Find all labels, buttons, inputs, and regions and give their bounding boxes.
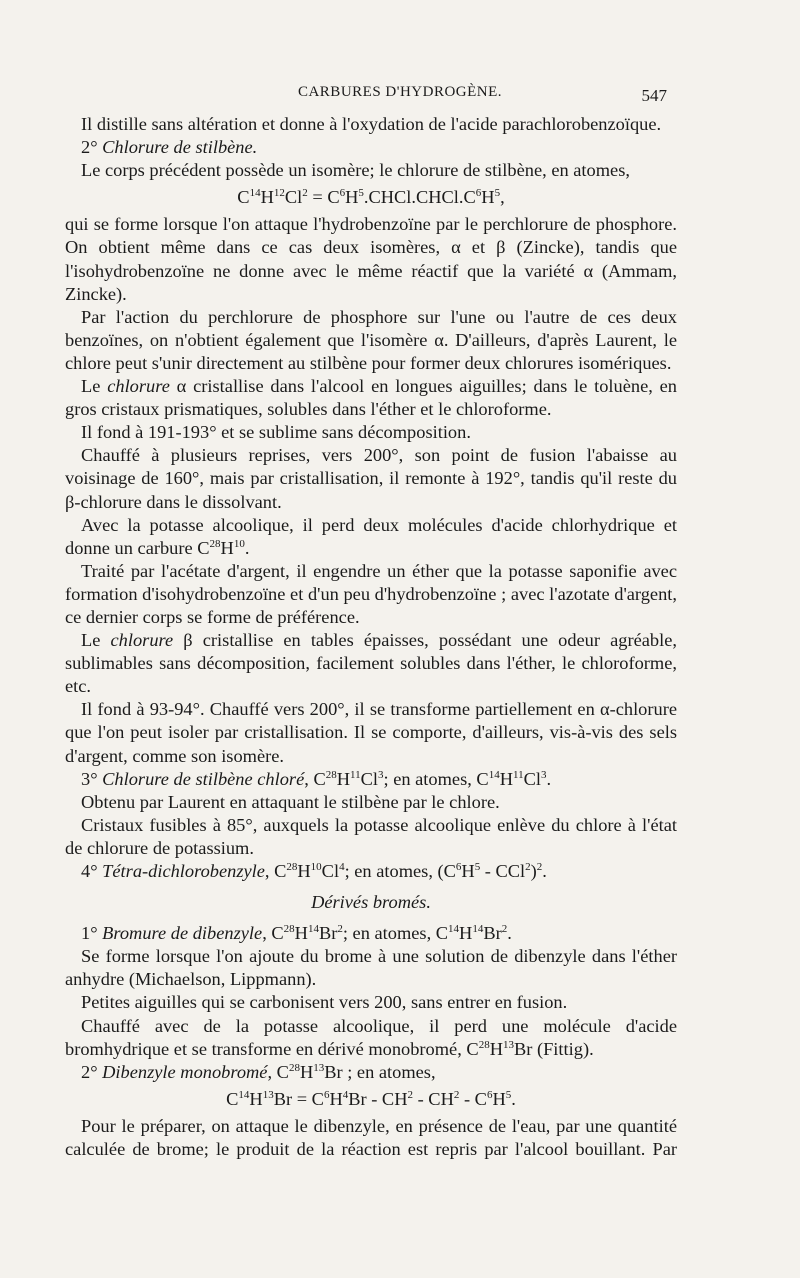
superscript: 11 (350, 768, 361, 781)
superscript: 2 (501, 923, 508, 936)
text-run: Br ; en atomes, (324, 1061, 436, 1082)
text-run: Le (81, 630, 111, 651)
text-run: ) (530, 861, 537, 881)
superscript: 14 (488, 768, 500, 781)
formula (65, 1088, 677, 1111)
text-run: Cristaux fusibles à 85°, auxquels la potasse alcoolique enlève du chlore à l'état de chlorure de potassium. (65, 814, 677, 858)
page-number: 547 (641, 86, 667, 105)
superscript: 2 (337, 923, 343, 936)
text-run: - C (459, 1088, 487, 1109)
superscript: 13 (502, 1038, 514, 1051)
text-run: Br (483, 923, 502, 944)
text-run: , C (264, 861, 287, 881)
paragraph (65, 421, 677, 444)
text-run: 2° (81, 1061, 103, 1082)
superscript: 14 (448, 923, 460, 936)
text-run: Il fond à 93-94°. Chauffé vers 200°, il se transforme partiellement en α-chlorure que l'on peut isoler par cristallisation. Il se comporte, d'ailleurs, vis-à-vis des sels d'argent, comme son isomère. (65, 699, 677, 766)
paragraph (65, 159, 677, 182)
text-run: Le (81, 376, 108, 397)
text-run: Br (Fittig). (513, 1038, 594, 1059)
superscript: 5 (474, 860, 481, 873)
text-run: Cl (321, 861, 340, 881)
text-run: ; en atomes, C (342, 923, 449, 944)
text-run: = C (307, 187, 340, 208)
paragraph (65, 213, 677, 305)
text-run: Br = C (273, 1088, 324, 1109)
formula (65, 186, 677, 209)
section-heading-chlorure-chlore (65, 768, 677, 791)
text-run: Chauffé avec de la potasse alcoolique, il perd une molécule d'acide bromhydrique et se transforme en dérivé monobromé, C (65, 1015, 677, 1059)
superscript: 3 (540, 768, 547, 781)
superscript: 2 (302, 187, 308, 200)
text-run: Br (318, 923, 338, 944)
superscript: 3 (377, 768, 384, 781)
text-run: Avec la potasse alcoolique, il perd deux molécules d'acide chlorhydrique et donne un carbure C (65, 514, 677, 558)
text-run: Traité par l'acétate d'argent, il engendre un éther que la potasse saponifie avec formation d'isohydrobenzoïne et d'un peu d'hydrobenzoïne ; avec l'azotate d'argent, ce dernier corps se forme de préférence. (65, 560, 677, 627)
text-run: . (546, 768, 552, 789)
superscript: 2 (525, 860, 531, 873)
text-run: H (260, 187, 274, 208)
text-run: , (500, 187, 505, 208)
paragraph (65, 629, 677, 698)
text-run: H (461, 861, 475, 881)
text-run: - CH (412, 1088, 454, 1109)
text-run: H (345, 187, 359, 208)
paragraph (65, 444, 677, 513)
superscript: 28 (283, 923, 295, 936)
superscript: 6 (475, 187, 482, 200)
section-heading-bromure-de-dibenzyle (65, 922, 677, 945)
paragraph (65, 945, 677, 991)
italic-run: Bromure de dibenzyle (102, 923, 263, 944)
italic-run: Tétra-dichlorobenzyle (102, 861, 265, 881)
superscript: 2 (407, 1088, 413, 1101)
superscript: 14 (472, 923, 484, 936)
superscript: 5 (505, 1088, 512, 1101)
superscript: 6 (323, 1088, 330, 1101)
superscript: 5 (358, 187, 364, 200)
text-run: H (489, 1038, 503, 1059)
superscript: 6 (339, 187, 346, 200)
text-run: Par l'action du perchlorure de phosphore sur l'une ou l'autre de ces deux benzoïnes, on n'obtient également que l'isomère α. D'ailleurs, d'après Laurent, le chlore peut s'unir directement au stilbène pour former deux chlorures isomériques. (65, 306, 677, 373)
text-run: H (481, 187, 495, 208)
text-run: H (336, 768, 350, 789)
text-run: Obtenu par Laurent en attaquant le stilbène par le chlore. (81, 791, 500, 812)
running-title: CARBURES D'HYDROGÈNE. (297, 84, 503, 100)
superscript: 4 (339, 860, 345, 873)
italic-run: Chlorure de stilbène chloré (102, 768, 305, 789)
text-run: H (249, 1088, 263, 1109)
paragraph (65, 1015, 677, 1061)
superscript: 11 (512, 768, 524, 781)
paragraph (65, 698, 677, 767)
text-run: , C (304, 768, 326, 789)
text-run: Br - CH (348, 1088, 408, 1109)
text-run: ; en atomes, (C (344, 861, 456, 881)
superscript: 14 (249, 187, 261, 200)
text-run: - CCl (480, 861, 526, 881)
italic-run: Chlorure de stilbène. (102, 137, 258, 158)
text-run: H (299, 1061, 314, 1082)
superscript: 28 (209, 537, 221, 550)
text-run: 1° (81, 923, 103, 944)
section-title-derives-bromes (65, 891, 677, 914)
superscript: 4 (342, 1088, 349, 1101)
text-run: .CHCl.CHCl.C (363, 187, 476, 208)
text-run: β cristallise en tables épaisses, possédant une odeur agréable, sublimables sans décomposition, facilement solubles dans l'éther, le chloroforme, etc. (65, 630, 677, 697)
text-run: Pour le préparer, on attaque le dibenzyle, en présence de l'eau, par une quantité calculée de brome; le produit de la réaction est repris par l'alcool bouillant. Par (65, 1115, 677, 1160)
body-text (65, 113, 677, 1161)
text-run: . (244, 537, 250, 558)
superscript: 14 (307, 923, 319, 936)
superscript: 5 (494, 187, 501, 200)
superscript: 2 (453, 1088, 460, 1101)
superscript: 12 (273, 187, 285, 200)
superscript: 2 (536, 860, 543, 873)
superscript: 10 (233, 537, 245, 550)
paragraph (65, 1115, 677, 1161)
superscript: 10 (310, 860, 322, 873)
text-run: H (492, 1088, 506, 1109)
text-run: Il fond à 191-193° et se sublime sans décomposition. (81, 422, 471, 443)
superscript: 6 (486, 1088, 493, 1101)
text-run: α cristallise dans l'alcool en longues aiguilles; dans le toluène, en gros cristaux prismatiques, solubles dans l'éther et le chloroforme. (65, 376, 678, 420)
section-heading-chlorure-de-stilbene (65, 136, 677, 159)
paragraph (65, 375, 677, 421)
text-run: H (499, 768, 513, 789)
paragraph (65, 560, 677, 629)
paragraph (65, 113, 677, 136)
superscript: 28 (288, 1061, 300, 1074)
italic-run: Dérivés bromés. (311, 892, 431, 913)
superscript: 13 (262, 1088, 274, 1101)
text-run: H (329, 1088, 343, 1109)
superscript: 13 (313, 1061, 325, 1074)
text-run: ; en atomes, C (383, 768, 489, 789)
text-run: Se forme lorsque l'on ajoute du brome à une solution de dibenzyle dans l'éther anhydre (Michaelson, Lippmann). (65, 946, 677, 990)
italic-run: chlorure (107, 376, 170, 397)
text-run: H (294, 923, 308, 944)
text-run: qui se forme lorsque l'on attaque l'hydrobenzoïne par le perchlorure de phosphore. On obtient même dans ce cas deux isomères, α et β (Zincke), tandis que l'isohydrobenzoïne ne donne avec le même réactif que la variété α (Ammam, Zincke). (65, 214, 677, 304)
text-run: Petites aiguilles qui se carbonisent vers 200, sans entrer en fusion. (81, 992, 568, 1013)
italic-run: Dibenzyle monobromé (102, 1061, 268, 1082)
superscript: 28 (325, 768, 337, 781)
text-run: , C (262, 923, 284, 944)
superscript: 28 (286, 860, 298, 873)
paragraph (65, 514, 677, 560)
text-run: Le corps précédent possède un isomère; le chlorure de stilbène, en atomes, (81, 160, 630, 181)
text-run: Cl (284, 187, 303, 208)
paragraph (65, 306, 677, 375)
text-run: Il distille sans altération et donne à l'oxydation de l'acide parachlorobenzoïque. (81, 114, 662, 134)
text-run: H (220, 537, 234, 558)
text-run: Cl (360, 768, 378, 789)
text-run: . (511, 1088, 516, 1109)
text-run: C (237, 187, 250, 208)
paragraph (65, 991, 677, 1014)
text-run: C (226, 1088, 239, 1109)
superscript: 28 (478, 1038, 490, 1051)
text-run: 4° (81, 861, 103, 881)
page-header (0, 84, 800, 108)
paragraph (65, 791, 677, 814)
italic-run: chlorure (110, 630, 174, 651)
text-run: 3° (81, 768, 103, 789)
section-heading-dibenzyle-monobrome (65, 1061, 677, 1084)
text-run: . (542, 861, 547, 881)
superscript: 6 (455, 860, 462, 873)
text-run: H (297, 861, 311, 881)
text-run: Chauffé à plusieurs reprises, vers 200°, son point de fusion l'abaisse au voisinage de 160°, mais par cristallisation, il remonte à 192°, tandis qu'il reste du β-chlorure dans le dissolvant. (65, 445, 677, 512)
text-run: Cl (523, 768, 541, 789)
text-run: . (507, 923, 512, 944)
paragraph (65, 814, 677, 860)
text-run: 2° (81, 137, 103, 158)
section-heading-tetra-dichlorobenzyle (65, 860, 677, 883)
superscript: 14 (238, 1088, 250, 1101)
text-run: , C (267, 1061, 289, 1082)
text-run: H (459, 923, 473, 944)
